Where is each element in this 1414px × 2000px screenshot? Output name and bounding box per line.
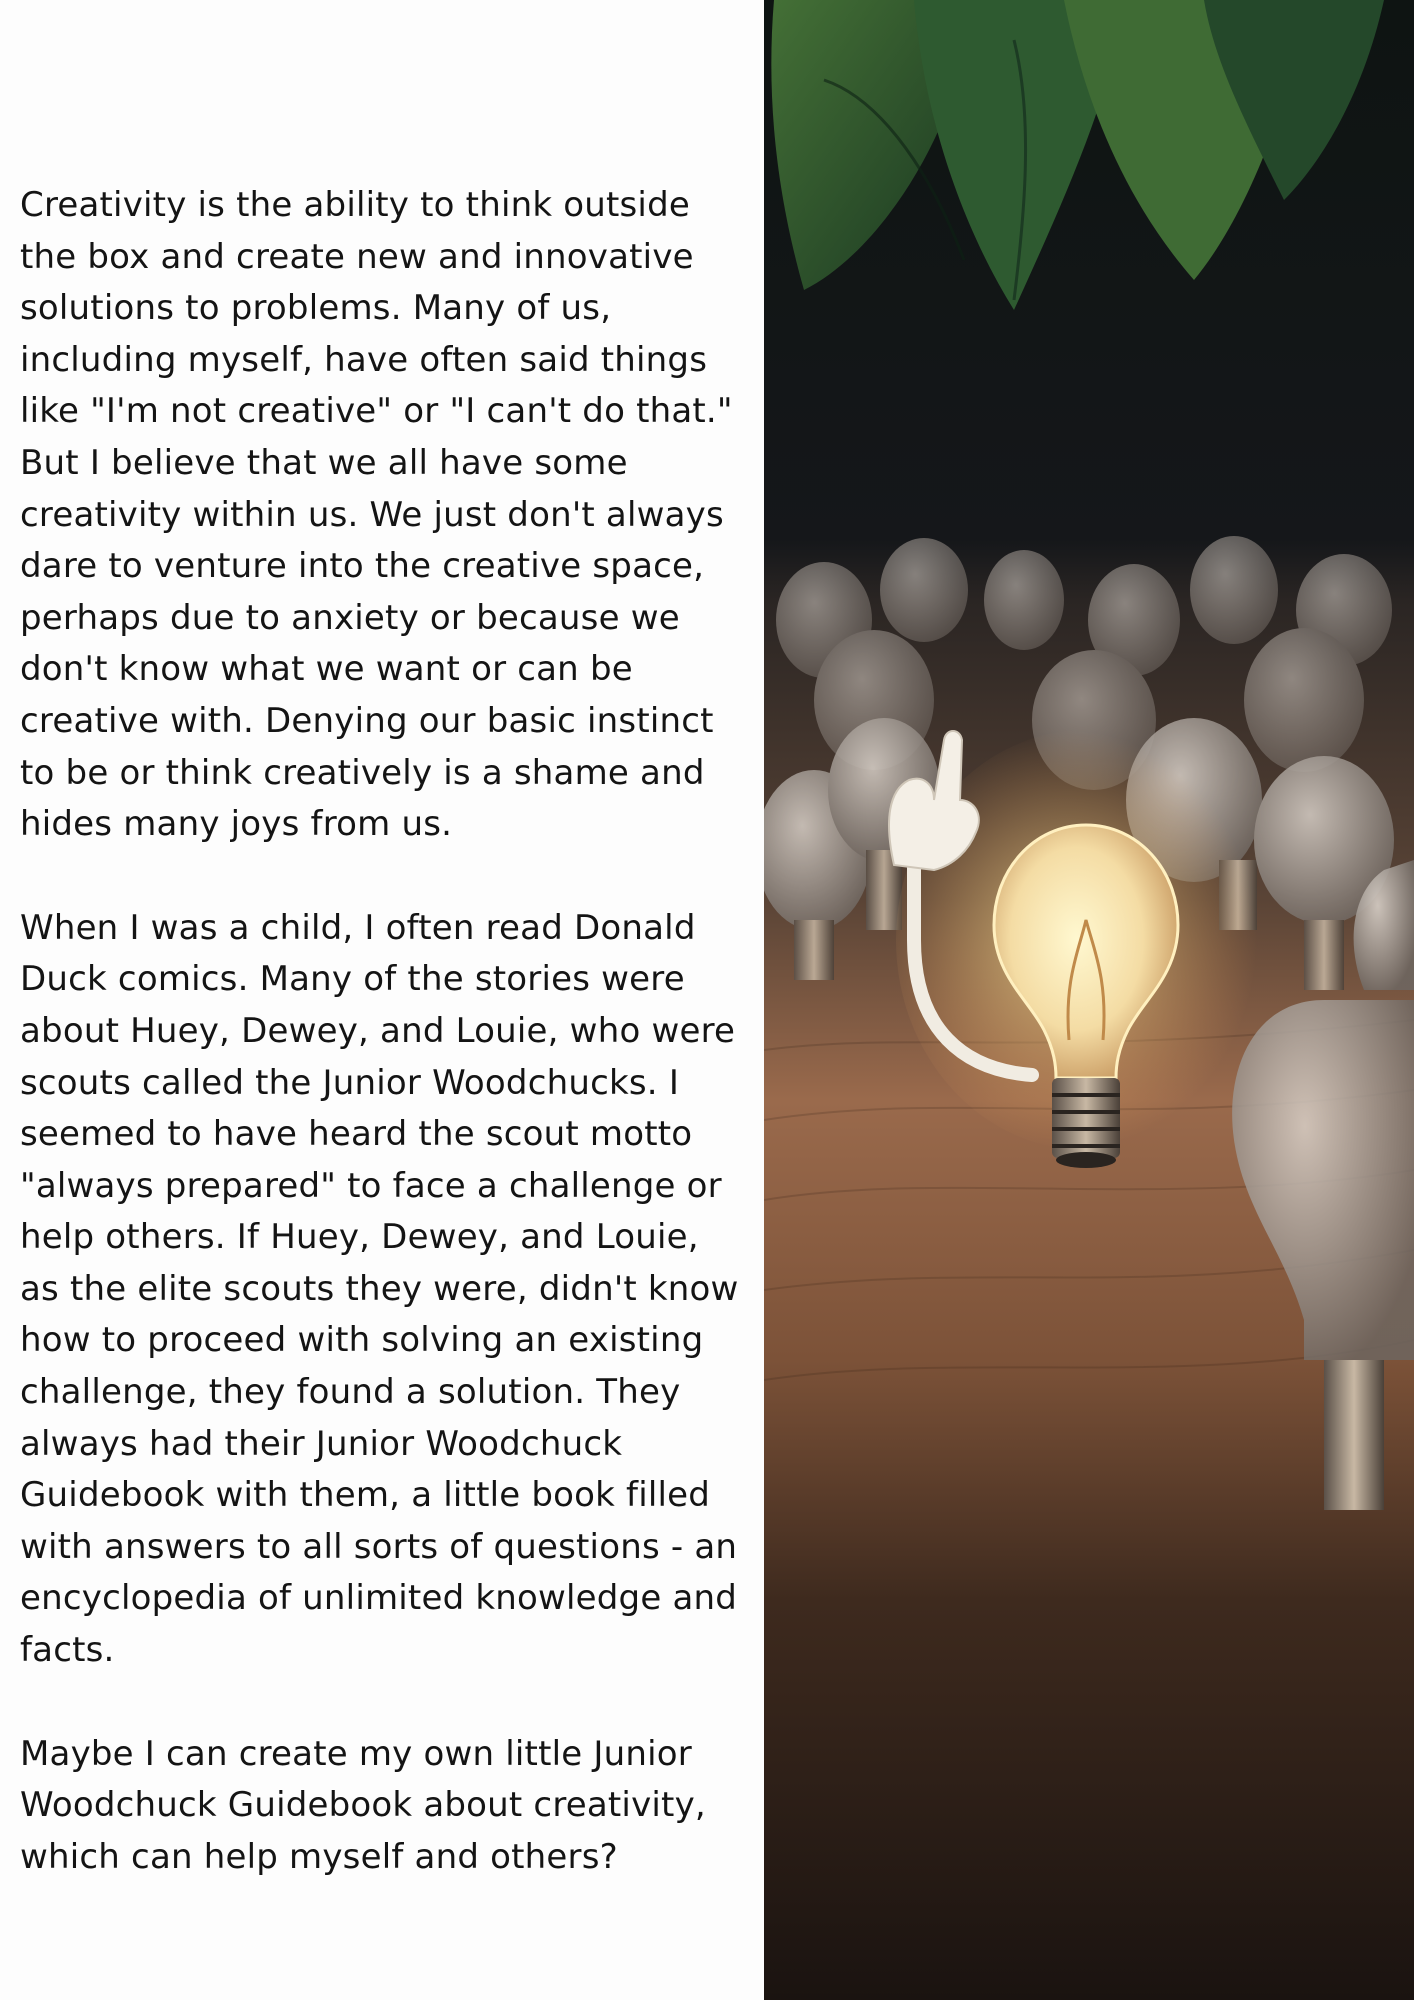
paragraph-donald-duck: When I was a child, I often read Donald Duck comics. Many of the stories were about Huey, Dewey, and Louie, who were scouts called the Junior Woodchucks. I seemed to have heard the scout motto "always prepared" to face a challenge or help others. If Huey, Dewey, and Louie, as the elite scouts they were, didn't know how to proceed with solving an existing challenge, they found a solution. They always had their Junior Woodchuck Guidebook with them, a little book filled with answers to all sorts of questions - an encyclopedia of unlimited knowledge and facts. xyxy=(20,907,739,1671)
paragraph-creativity-intro: Creativity is the ability to think outside the box and create new and innovative solutions to problems. Many of us, including myself, have often said things like "I'm not creative" or "I can't do that." But I believe that we all have some creativity within us. We just don't always dare to venture into the creative space, perhaps due to anxiety or because we don't know what we want or can be creative with. Denying our basic instinct to be or think creatively is a shame and hides many joys from us. xyxy=(20,185,733,845)
lightbulb-illustration xyxy=(764,0,1414,2000)
paragraph-guidebook: Maybe I can create my own little Junior Woodchuck Guidebook about creativity, which can help myself and others? xyxy=(20,1733,706,1877)
article-text xyxy=(20,180,740,1935)
